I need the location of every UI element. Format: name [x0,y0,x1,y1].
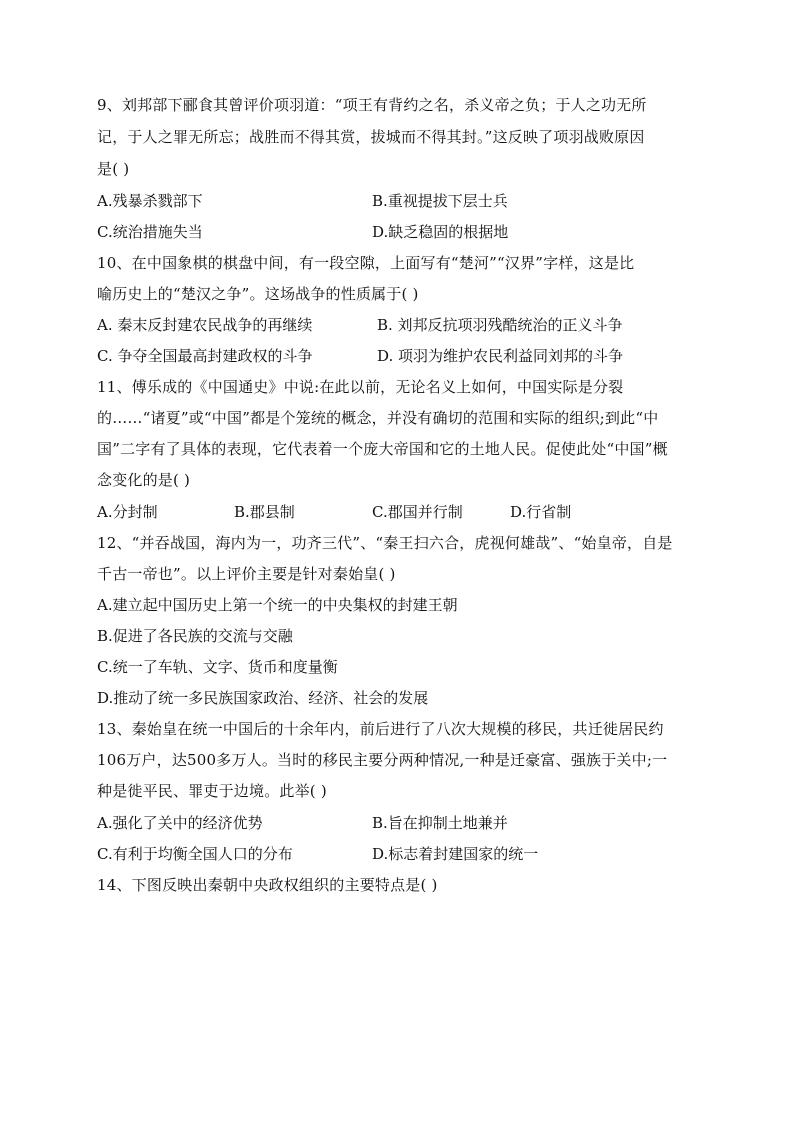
q12-option-b: B.促进了各民族的交流与交融 [97,627,293,645]
q9-option-c: C.统治措施失当 [97,223,203,241]
q12-option-c: C.统一了车轨、文字、货币和度量衡 [97,658,338,676]
q9-option-a: A.残暴杀戮部下 [97,192,203,210]
q10-option-a: A. 秦末反封建农民战争的再继续 [97,316,313,334]
q12-text-line-2: 千古一帝也”。以上评价主要是针对秦始皇( ) [97,565,396,583]
q13-text-line-1: 13、秦始皇在统一中国后的十余年内，前后进行了八次大规模的移民，共迁徙居民约 [97,720,664,738]
q9-text-line-1: 9、刘邦部下郦食其曾评价项羽道：“项王有背约之名，杀义帝之负；于人之功无所 [97,96,647,114]
q13-option-b: B.旨在抑制土地兼并 [372,814,508,832]
q11-text-line-1: 11、傅乐成的《中国通史》中说:在此以前，无论名义上如何，中国实际是分裂 [97,378,624,396]
q11-text-line-4: 念变化的是( ) [97,471,191,489]
q10-text-line-1: 10、在中国象棋的棋盘中间，有一段空隙，上面写有“楚河”“汉界”字样，这是比 [97,254,635,272]
q12-option-a: A.建立起中国历史上第一个统一的中央集权的封建王朝 [97,596,458,614]
q11-option-c: C.郡国并行制 [372,503,463,521]
q10-option-b: B. 刘邦反抗项羽残酷统治的正义斗争 [377,316,623,334]
q11-text-line-3: 国”二字有了具体的表现，它代表着一个庞大帝国和它的土地人民。促使此处“中国”概 [97,440,668,458]
q12-text-line-1: 12、“并吞战国，海内为一，功齐三代”、“秦王扫六合，虎视何雄哉”、“始皇帝，自是 [97,534,673,552]
q13-text-line-2: 106万户，达500多万人。当时的移民主要分两种情况,一种是迁豪富、强族于关中;一 [97,751,668,769]
q14-text-line-1: 14、下图反映出秦朝中央政权组织的主要特点是( ) [97,876,438,894]
q11-option-d: D.行省制 [510,503,572,521]
q9-text-line-3: 是( ) [97,160,130,178]
q13-option-d: D.标志着封建国家的统一 [372,845,539,863]
q12-option-d: D.推动了统一多民族国家政治、经济、社会的发展 [97,689,429,707]
q10-option-d: D. 项羽为维护农民利益同刘邦的斗争 [377,347,624,365]
q11-text-line-2: 的……“诸夏”或“中国”都是个笼统的概念，并没有确切的范围和实际的组织;到此“中 [97,409,659,427]
q9-text-line-2: 记，于人之罪无所忘；战胜而不得其赏，拔城而不得其封。”这反映了项羽战败原因 [97,128,645,146]
q9-option-b: B.重视提拔下层士兵 [372,192,508,210]
q9-option-d: D.缺乏稳固的根据地 [372,223,509,241]
q10-text-line-2: 喻历史上的“楚汉之争”。这场战争的性质属于( ) [97,285,419,303]
q13-option-c: C.有利于均衡全国人口的分布 [97,845,293,863]
q13-option-a: A.强化了关中的经济优势 [97,814,263,832]
q13-text-line-3: 种是徙平民、罪吏于边境。此举( ) [97,782,327,800]
q11-option-b: B.郡县制 [234,503,295,521]
q10-option-c: C. 争夺全国最高封建政权的斗争 [97,347,313,365]
q11-option-a: A.分封制 [97,503,158,521]
